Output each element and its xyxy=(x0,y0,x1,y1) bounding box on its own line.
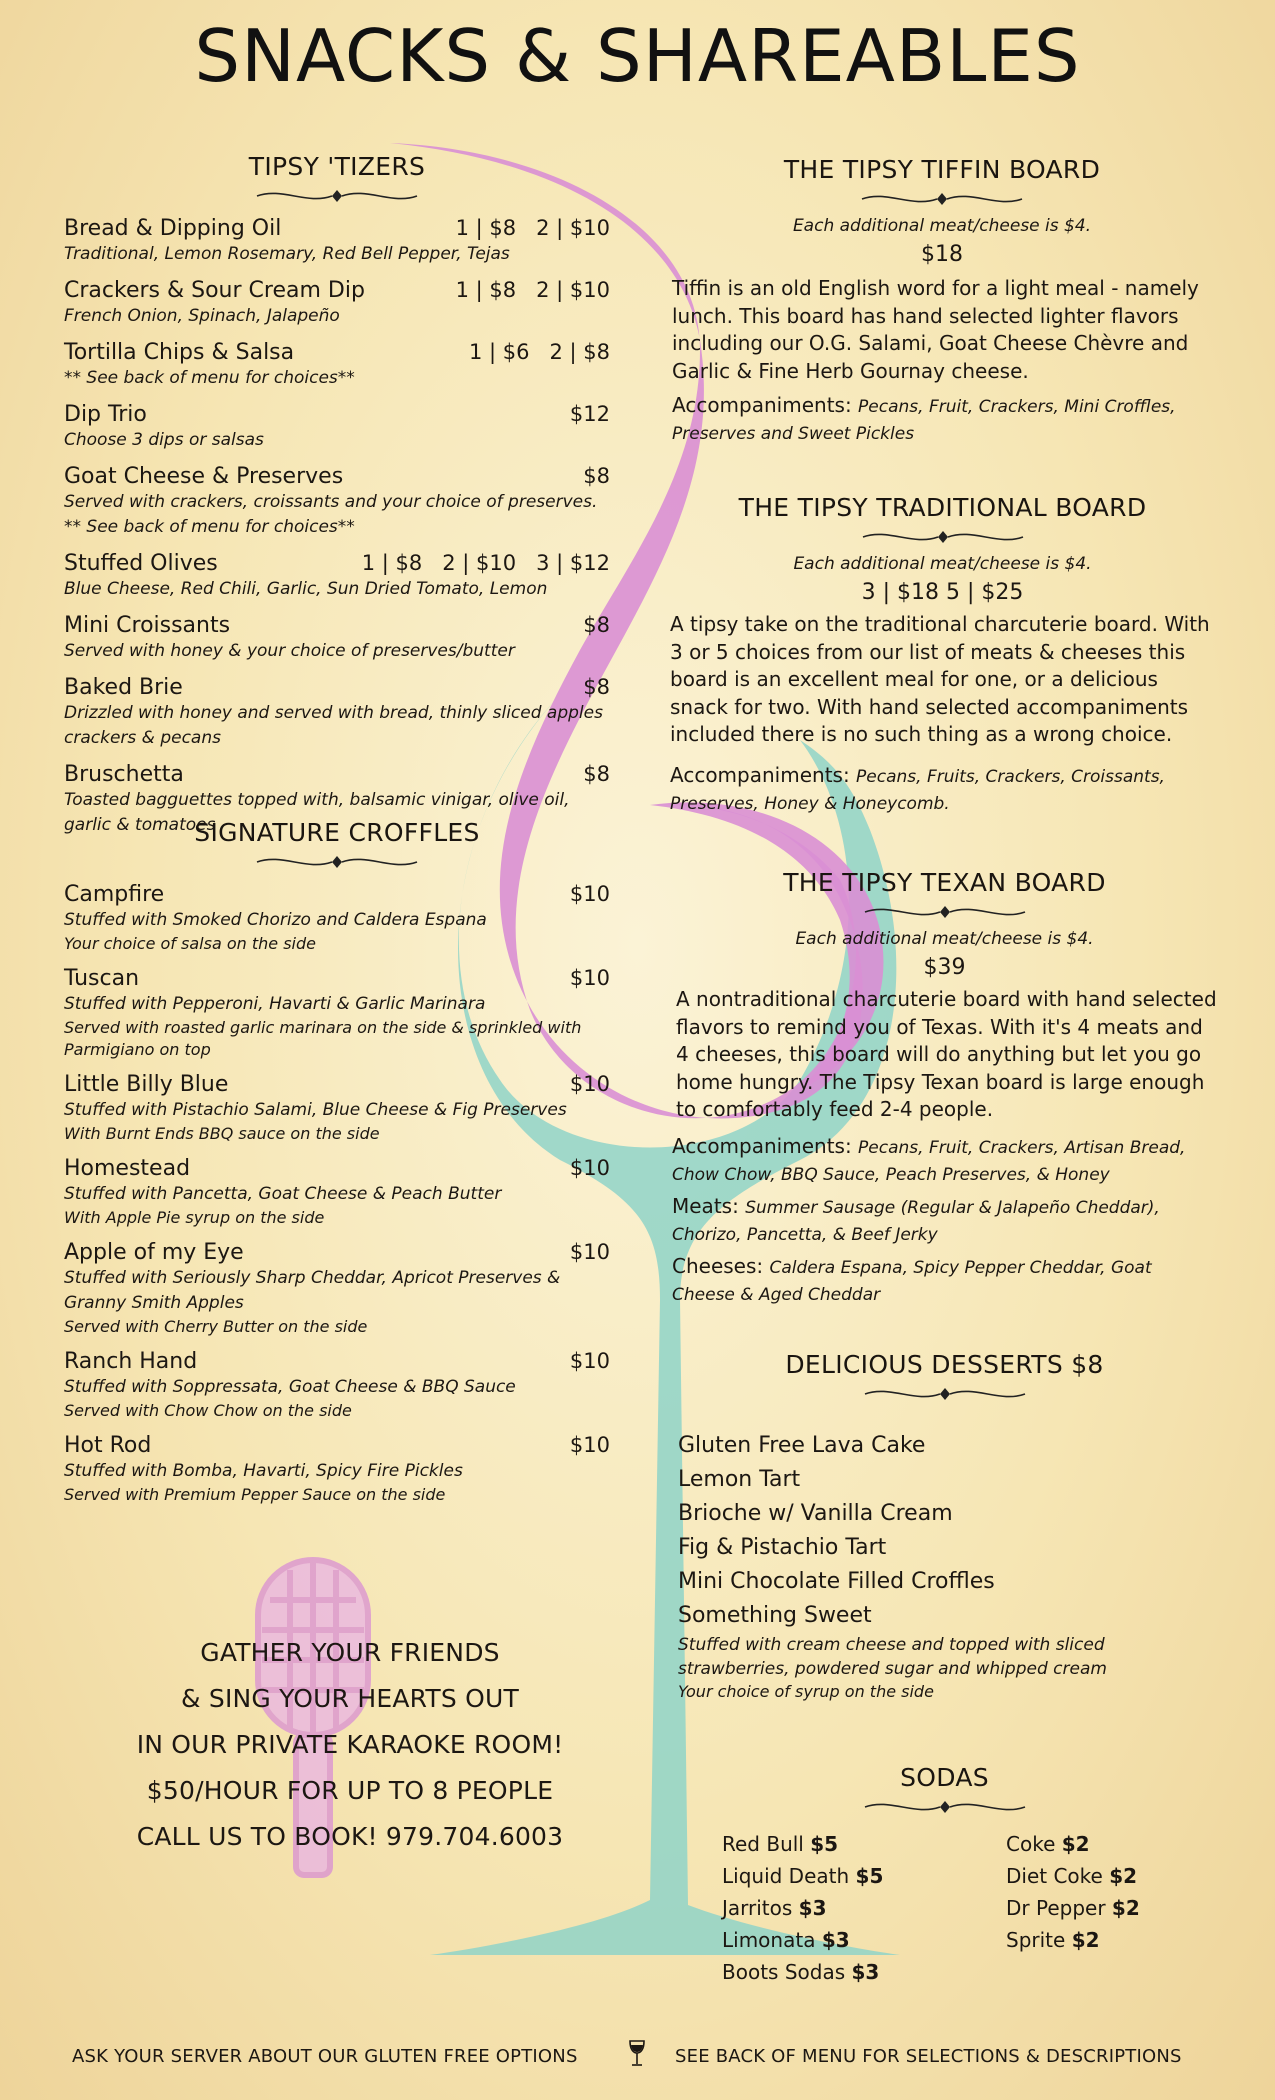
menu-item-price: 1 | $8 2 | $10 xyxy=(455,278,610,302)
dessert-item: Something Sweet xyxy=(678,1603,872,1628)
menu-item-price: $10 xyxy=(569,1433,610,1457)
soda-price: $3 xyxy=(851,1960,880,1984)
menu-item-name: Tortilla Chips & Salsa xyxy=(64,340,295,365)
menu-item xyxy=(64,401,610,453)
traditional-accompaniments xyxy=(670,763,1215,817)
sodas-title: SODAS xyxy=(900,1763,989,1792)
menu-item xyxy=(64,1348,610,1422)
flourish-divider xyxy=(860,903,1030,921)
texan-board-section xyxy=(672,868,1217,1308)
croffles-title: SIGNATURE CROFFLES xyxy=(194,818,480,847)
menu-item xyxy=(64,339,610,391)
page-title: SNACKS & SHAREABLES xyxy=(194,14,1081,98)
menu-item xyxy=(64,612,610,664)
tizers-section xyxy=(64,152,610,838)
soda-price: $5 xyxy=(810,1832,839,1856)
soda-item xyxy=(722,1860,883,1892)
tiffin-accompaniments xyxy=(672,393,1212,447)
menu-item-name: Bread & Dipping Oil xyxy=(64,216,282,241)
menu-item-side-note: Served with Premium Pepper Sauce on the side xyxy=(64,1485,446,1504)
karaoke-promo xyxy=(100,1630,600,1860)
menu-item xyxy=(64,463,610,540)
acc-label: Accompaniments: xyxy=(672,393,852,417)
menu-item-price: $10 xyxy=(569,1349,610,1373)
soda-name: Boots Sodas xyxy=(722,1960,846,1984)
soda-name: Sprite xyxy=(1006,1928,1066,1952)
soda-item xyxy=(722,1828,883,1860)
soda-item xyxy=(1006,1860,1140,1892)
traditional-price: 3 | $18 5 | $25 xyxy=(861,580,1024,605)
soda-item xyxy=(1006,1892,1140,1924)
menu-item-side-note: With Apple Pie syrup on the side xyxy=(64,1208,325,1227)
karaoke-line: $50/HOUR FOR UP TO 8 PEOPLE xyxy=(146,1776,554,1805)
texan-meats xyxy=(672,1194,1217,1248)
menu-item-price: 1 | $6 2 | $8 xyxy=(468,340,610,364)
soda-price: $3 xyxy=(798,1896,827,1920)
soda-price: $5 xyxy=(855,1864,884,1888)
desserts-section xyxy=(672,1350,1217,1703)
soda-name: Coke xyxy=(1006,1832,1056,1856)
menu-item xyxy=(64,215,610,267)
sodas-left-column xyxy=(722,1828,883,1988)
menu-item-description: Drizzled with honey and served with bread, thinly sliced apples crackers & pecans xyxy=(64,703,603,748)
menu-item-side-note: Served with Cherry Butter on the side xyxy=(64,1317,368,1336)
menu-item-name: Dip Trio xyxy=(64,402,147,427)
soda-name: Red Bull xyxy=(722,1832,804,1856)
soda-name: Liquid Death xyxy=(722,1864,850,1888)
footer-left-note: ASK YOUR SERVER ABOUT OUR GLUTEN FREE OPTIONS xyxy=(72,2046,578,2067)
dessert-item: Lemon Tart xyxy=(678,1467,801,1492)
soda-name: Diet Coke xyxy=(1006,1864,1103,1888)
soda-price: $2 xyxy=(1109,1864,1138,1888)
acc-text: Pecans, Fruit, Crackers, Artisan Bread, Chow Chow, BBQ Sauce, Peach Preserves, & Honey xyxy=(672,1137,1186,1185)
menu-item-side-note: Served with roasted garlic marinara on the side & sprinkled with Parmigiano on top xyxy=(64,1018,582,1059)
menu-item-price: $10 xyxy=(569,1072,610,1096)
texan-note: Each additional meat/cheese is $4. xyxy=(795,929,1094,949)
soda-name: Dr Pepper xyxy=(1006,1896,1106,1920)
menu-item-price: 1 | $8 2 | $10 xyxy=(455,216,610,240)
soda-item xyxy=(722,1892,883,1924)
menu-item xyxy=(64,1432,610,1506)
dessert-sub-note: Your choice of syrup on the side xyxy=(678,1682,934,1701)
menu-item xyxy=(64,1239,610,1338)
menu-item-description: Toasted bagguettes topped with, balsamic vinigar, olive oil, garlic & tomatoes xyxy=(64,790,570,835)
menu-item-name: Crackers & Sour Cream Dip xyxy=(64,278,365,303)
menu-item-name: Goat Cheese & Preserves xyxy=(64,464,344,489)
traditional-board-section xyxy=(670,493,1215,817)
menu-item-description: Stuffed with Pancetta, Goat Cheese & Peach Butter xyxy=(64,1184,502,1204)
acc-text: Pecans, Fruit, Crackers, Mini Croffles, Preserves and Sweet Pickles xyxy=(672,397,1176,444)
menu-item-name: Hot Rod xyxy=(64,1433,152,1458)
soda-item xyxy=(722,1924,883,1956)
soda-item xyxy=(1006,1924,1140,1956)
acc-label: Accompaniments: xyxy=(670,762,850,787)
menu-item-description: Traditional, Lemon Rosemary, Red Bell Pepper, Tejas xyxy=(64,244,510,264)
soda-price: $2 xyxy=(1111,1896,1140,1920)
traditional-note: Each additional meat/cheese is $4. xyxy=(793,554,1092,574)
menu-item xyxy=(64,674,610,751)
texan-price: $39 xyxy=(923,955,966,980)
menu-item-price: $8 xyxy=(583,762,610,786)
menu-item-description: French Onion, Spinach, Jalapeño xyxy=(64,306,340,326)
cheeses-text: Caldera Espana, Spicy Pepper Cheddar, Goat Cheese & Aged Cheddar xyxy=(672,1257,1152,1305)
karaoke-phone: CALL US TO BOOK! 979.704.6003 xyxy=(136,1822,564,1851)
tizers-list xyxy=(64,215,610,838)
croffles-section xyxy=(64,818,610,1506)
menu-item-side-note: With Burnt Ends BBQ sauce on the side xyxy=(64,1124,380,1143)
tizers-title: TIPSY 'TIZERS xyxy=(248,152,426,181)
meats-text: Summer Sausage (Regular & Jalapeño Cheddar), Chorizo, Pancetta, & Beef Jerky xyxy=(672,1197,1160,1245)
menu-item-name: Baked Brie xyxy=(64,675,183,700)
meats-label: Meats: xyxy=(672,1193,739,1218)
menu-item-description: Stuffed with Seriously Sharp Cheddar, Apricot Preserves & Granny Smith Apples xyxy=(64,1268,561,1313)
flourish-divider xyxy=(857,190,1027,208)
tiffin-description: Tiffin is an old English word for a light meal - namely lunch. This board has hand selected lighter flavors including our O.G. Salami, Goat Cheese Chèvre and Garlic & Fine Herb Gournay cheese. xyxy=(672,276,1199,383)
croffles-list xyxy=(64,881,610,1506)
texan-accompaniments xyxy=(672,1134,1217,1188)
menu-item-side-note: Served with Chow Chow on the side xyxy=(64,1401,352,1420)
menu-item-side-note: Your choice of salsa on the side xyxy=(64,934,316,953)
menu-item xyxy=(64,277,610,329)
menu-item-description: ** See back of menu for choices** xyxy=(64,368,355,388)
flourish-divider xyxy=(252,853,422,871)
menu-item xyxy=(64,550,610,602)
menu-item-price: $10 xyxy=(569,966,610,990)
desserts-title: DELICIOUS DESSERTS $8 xyxy=(785,1350,1104,1379)
karaoke-line: & SING YOUR HEARTS OUT xyxy=(181,1684,519,1713)
dessert-description: Stuffed with cream cheese and topped with sliced strawberries, powdered sugar and whipped cream xyxy=(678,1635,1107,1679)
flourish-divider xyxy=(858,528,1028,546)
tiffin-note: Each additional meat/cheese is $4. xyxy=(792,216,1092,236)
menu-item xyxy=(64,1155,610,1229)
soda-price: $3 xyxy=(821,1928,850,1952)
footer-right-note: SEE BACK OF MENU FOR SELECTIONS & DESCRIPTIONS xyxy=(675,2046,1182,2067)
flourish-divider xyxy=(252,187,422,205)
menu-item-price: $8 xyxy=(583,464,610,488)
menu-item-price: $12 xyxy=(569,402,610,426)
soda-name: Limonata xyxy=(722,1928,816,1952)
menu-item-description: Served with honey & your choice of preserves/butter xyxy=(64,641,515,661)
karaoke-line: IN OUR PRIVATE KARAOKE ROOM! xyxy=(136,1730,564,1759)
menu-item-name: Tuscan xyxy=(64,966,140,991)
texan-cheeses xyxy=(672,1254,1217,1308)
cheeses-label: Cheeses: xyxy=(672,1253,764,1278)
menu-item-name: Stuffed Olives xyxy=(64,551,218,576)
menu-item-name: Bruschetta xyxy=(64,762,184,787)
tiffin-price: $18 xyxy=(921,242,963,267)
dessert-item: Gluten Free Lava Cake xyxy=(678,1433,926,1458)
traditional-description: A tipsy take on the traditional charcuterie board. With 3 or 5 choices from our list of meats & cheeses this board is an excellent meal for one, or a delicious snack for two. With hand selected accompaniments included there is no such thing as a wrong choice. xyxy=(670,612,1210,746)
menu-item-description: Stuffed with Smoked Chorizo and Caldera Espana xyxy=(64,910,487,930)
soda-item xyxy=(1006,1828,1140,1860)
tiffin-board-section xyxy=(672,155,1212,447)
menu-item-price: 1 | $8 2 | $10 3 | $12 xyxy=(361,551,610,575)
menu-item xyxy=(64,881,610,955)
soda-price: $2 xyxy=(1061,1832,1090,1856)
menu-item-description: Stuffed with Bomba, Havarti, Spicy Fire Pickles xyxy=(64,1461,463,1481)
menu-item-price: $8 xyxy=(583,675,610,699)
soda-price: $2 xyxy=(1071,1928,1100,1952)
menu-item-description: Stuffed with Soppressata, Goat Cheese & BBQ Sauce xyxy=(64,1377,516,1397)
dessert-item: Fig & Pistachio Tart xyxy=(678,1535,887,1560)
dessert-item: Mini Chocolate Filled Croffles xyxy=(678,1569,995,1594)
desserts-list xyxy=(672,1429,1217,1703)
acc-text: Pecans, Fruits, Crackers, Croissants, Preserves, Honey & Honeycomb. xyxy=(670,766,1165,814)
menu-item-description: Choose 3 dips or salsas xyxy=(64,430,264,450)
soda-item xyxy=(722,1956,883,1988)
acc-label: Accompaniments: xyxy=(672,1133,852,1158)
traditional-title: THE TIPSY TRADITIONAL BOARD xyxy=(738,493,1147,522)
sodas-section xyxy=(672,1763,1217,1998)
flourish-divider xyxy=(860,1798,1030,1816)
soda-name: Jarritos xyxy=(722,1896,793,1920)
menu-item-name: Apple of my Eye xyxy=(64,1240,244,1265)
menu-item-description: Stuffed with Pepperoni, Havarti & Garlic Marinara xyxy=(64,994,486,1014)
texan-description: A nontraditional charcuterie board with hand selected flavors to remind you of Texas. With it's 4 meats and 4 cheeses, this board will do anything but let you go home hungry. The Tipsy Texan board is large enough to comfortably feed 2-4 people. xyxy=(676,987,1217,1121)
menu-item-price: $8 xyxy=(583,613,610,637)
menu-item-price: $10 xyxy=(569,1156,610,1180)
menu-item-name: Ranch Hand xyxy=(64,1349,198,1374)
wine-glass-icon xyxy=(627,2039,647,2069)
karaoke-line: GATHER YOUR FRIENDS xyxy=(200,1638,500,1667)
menu-item-description: Stuffed with Pistachio Salami, Blue Cheese & Fig Preserves xyxy=(64,1100,567,1120)
menu-item-price: $10 xyxy=(569,1240,610,1264)
menu-item xyxy=(64,1071,610,1145)
menu-item-description: Blue Cheese, Red Chili, Garlic, Sun Dried Tomato, Lemon xyxy=(64,579,548,599)
menu-item-price: $10 xyxy=(569,882,610,906)
menu-item-name: Mini Croissants xyxy=(64,613,231,638)
menu-item-name: Little Billy Blue xyxy=(64,1072,229,1097)
menu-item xyxy=(64,965,610,1061)
menu-item-name: Homestead xyxy=(64,1156,191,1181)
dessert-item: Brioche w/ Vanilla Cream xyxy=(678,1501,953,1526)
flourish-divider xyxy=(860,1385,1030,1403)
menu-item-name: Campfire xyxy=(64,882,165,907)
sodas-right-column xyxy=(1006,1828,1140,1956)
tiffin-title: THE TIPSY TIFFIN BOARD xyxy=(783,155,1101,184)
menu-item-description: Served with crackers, croissants and your choice of preserves. ** See back of menu for choices** xyxy=(64,492,598,537)
texan-title: THE TIPSY TEXAN BOARD xyxy=(783,868,1106,897)
